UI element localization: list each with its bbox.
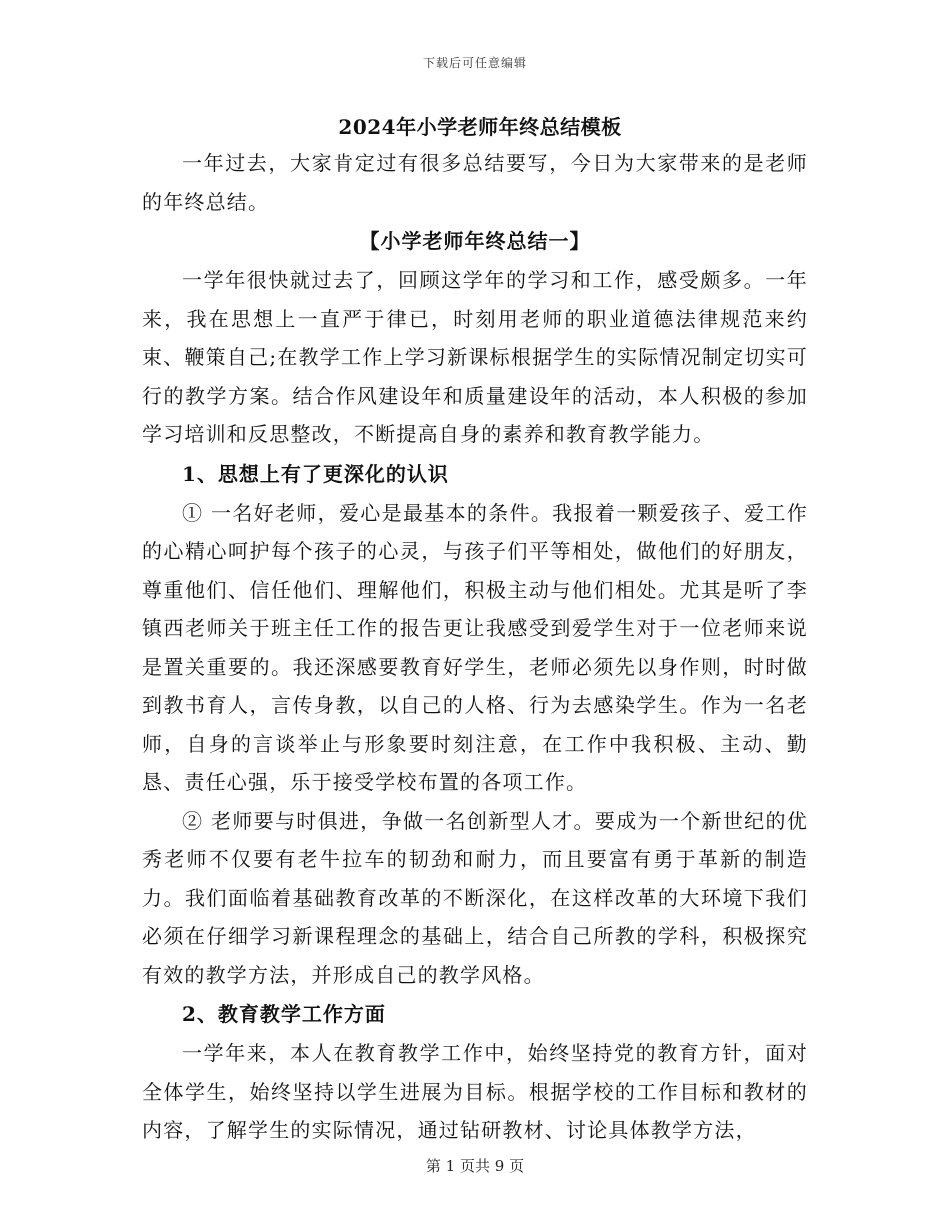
paragraph-1: 一学年很快就过去了，回顾这学年的学习和工作，感受颇多。一年来，我在思想上一直严于律已，时刻用老师的职业道德法律规范来约束、鞭策自己;在教学工作上学习新课标根据学生的实际情况制定切实可行的教学方案。结合作风建设年和质量建设年的活动，本人积极的参加学习培训和反思整改，不断提高自身的素养和教育教学能力。 — [142, 268, 808, 446]
document-title: 2024年小学老师年终总结模板 — [338, 115, 622, 139]
paragraph-3: ② 老师要与时俱进，争做一名创新型人才。要成为一个新世纪的优秀老师不仅要有老牛拉车的韧劲和耐力，而且要富有勇于革新的制造力。我们面临着基础教育改革的不断深化，在这样改革的大环境下我们必须在仔细学习新课程理念的基础上，结合自己所教的学科，积极探究有效的教学方法，并形成自己的教学风格。 — [142, 808, 808, 987]
paragraph-4: 一学年来，本人在教育教学工作中，始终坚持党的教育方针，面对全体学生，始终坚持以学生进展为目标。根据学校的工作目标和教材的内容，了解学生的实际情况，通过钻研教材、讨论具体教学方法， — [142, 1041, 808, 1142]
paragraph-2: ① 一名好老师，爱心是最基本的条件。我报着一颗爱孩子、爱工作的心精心呵护每个孩子的心灵，与孩子们平等相处，做他们的好朋友，尊重他们、信任他们、理解他们，积极主动与他们相处。尤其是听了李镇西老师关于班主任工作的报告更让我感受到爱学生对于一位老师来说是置关重要的。我还深感要教育好学生，老师必须先以身作则，时时做到教书育人，言传身教，以自己的人格、行为去感染学生。作为一名老师，自身的言谈举止与形象要时刻注意，在工作中我积极、主动、勤恳、责任心强，乐于接受学校布置的各项工作。 — [142, 500, 808, 794]
header-note: 下载后可任意编辑 — [422, 56, 527, 70]
intro-paragraph: 一年过去，大家肯定过有很多总结要写，今日为大家带来的是老师的年终总结。 — [142, 151, 808, 214]
document-body — [142, 110, 808, 1150]
page-footer: 第 1 页共 9 页 — [425, 1157, 525, 1175]
heading-1: 1、思想上有了更深化的认识 — [182, 461, 449, 486]
section-title: 【小学老师年终总结一】 — [359, 229, 591, 253]
heading-2: 2、教育教学工作方面 — [182, 1002, 386, 1026]
